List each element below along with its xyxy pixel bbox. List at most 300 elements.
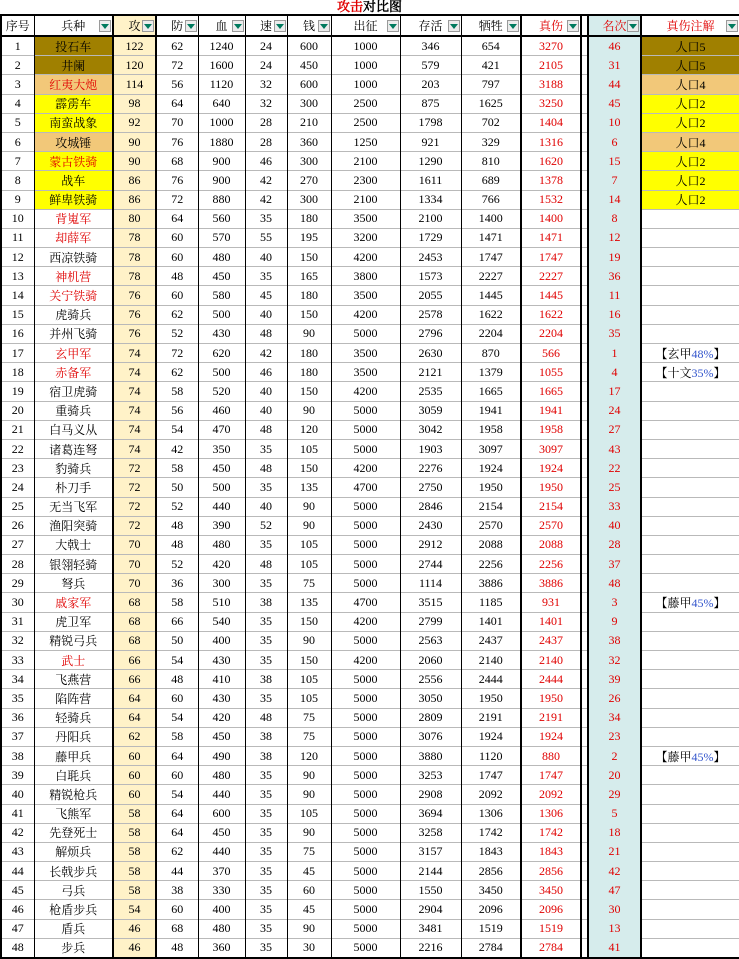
cell-dmg: 931 [521,593,581,612]
cell-name: 神机营 [34,267,113,286]
cell-out: 5000 [331,439,400,458]
cell-atk: 68 [113,612,156,631]
table-row [1,478,739,497]
col-header-dmg [521,15,581,36]
cell-rank: 12 [588,228,641,247]
cell-cost: 105 [287,804,331,823]
cell-atk: 60 [113,766,156,785]
cell-spd: 35 [245,804,287,823]
cell-gap [581,727,588,746]
cell-atk: 90 [113,132,156,151]
cell-dead: 1471 [461,228,521,247]
cell-rank: 11 [588,286,641,305]
cell-gap [581,75,588,94]
cell-hp: 430 [198,324,245,343]
table-row [1,363,739,382]
cell-hp: 900 [198,152,245,171]
cell-no: 42 [1,823,34,842]
cell-rank: 48 [588,574,641,593]
cell-hp: 350 [198,439,245,458]
cell-dead: 1185 [461,593,521,612]
cell-spd: 35 [245,766,287,785]
table-row [1,900,739,919]
cell-rank: 36 [588,267,641,286]
cell-dmg: 1401 [521,612,581,631]
table-row [1,593,739,612]
cell-name: 战车 [34,171,113,190]
cell-dmg: 3450 [521,881,581,900]
table-body [1,36,739,958]
cell-name: 豹骑兵 [34,459,113,478]
col-header-label: 真伤注解 [666,19,715,33]
cell-no: 18 [1,363,34,382]
cell-no: 32 [1,631,34,650]
cell-spd: 35 [245,535,287,554]
cell-cost: 75 [287,727,331,746]
col-header-gap [581,15,588,36]
cell-rank: 10 [588,113,641,132]
autofilter-dropdown-icon[interactable] [726,20,738,32]
cell-dead: 1747 [461,766,521,785]
cell-no: 16 [1,324,34,343]
cell-out: 5000 [331,535,400,554]
cell-out: 3500 [331,344,400,363]
cell-note [641,497,739,516]
cell-name: 朴刀手 [34,478,113,497]
cell-dead: 1445 [461,286,521,305]
cell-gap [581,36,588,56]
cell-hp: 1600 [198,56,245,75]
cell-atk: 62 [113,727,156,746]
cell-name: 诸葛连弩 [34,439,113,458]
cell-def: 48 [156,516,198,535]
cell-cost: 150 [287,612,331,631]
note-percent: 45% [691,596,714,611]
cell-hp: 1880 [198,132,245,151]
cell-name: 霹雳车 [34,94,113,113]
cell-def: 52 [156,555,198,574]
cell-dead: 3886 [461,574,521,593]
col-header-label: 速 [259,19,272,33]
cell-spd: 46 [245,363,287,382]
cell-name: 精锐枪兵 [34,785,113,804]
cell-out: 3500 [331,209,400,228]
cell-gap [581,132,588,151]
cell-dmg: 1378 [521,171,581,190]
cell-no: 5 [1,113,34,132]
cell-dmg: 3097 [521,439,581,458]
cell-rank: 3 [588,593,641,612]
cell-name: 西凉铁骑 [34,248,113,267]
cell-rank: 20 [588,766,641,785]
table-row [1,248,739,267]
cell-out: 4200 [331,382,400,401]
autofilter-dropdown-icon[interactable] [142,20,154,32]
cell-gap [581,171,588,190]
note-text: 【十文 [655,365,692,380]
cell-note: 人口2 [641,190,739,209]
cell-name: 虎骑兵 [34,305,113,324]
table-row [1,938,739,958]
cell-atk: 72 [113,478,156,497]
cell-note [641,804,739,823]
cell-out: 4200 [331,651,400,670]
cell-spd: 35 [245,267,287,286]
cell-cost: 105 [287,439,331,458]
cell-no: 37 [1,727,34,746]
cell-note [641,382,739,401]
cell-hp: 300 [198,574,245,593]
cell-atk: 70 [113,574,156,593]
autofilter-dropdown-icon[interactable] [99,20,111,32]
cell-note [641,727,739,746]
cell-no: 26 [1,516,34,535]
cell-name: 弩兵 [34,574,113,593]
autofilter-dropdown-icon[interactable] [567,20,579,32]
cell-rank: 23 [588,727,641,746]
cell-atk: 74 [113,401,156,420]
cell-note [641,766,739,785]
cell-gap [581,248,588,267]
table-row [1,75,739,94]
cell-hp: 570 [198,228,245,247]
cell-dmg: 2227 [521,267,581,286]
cell-name: 枪盾步兵 [34,900,113,919]
cell-atk: 58 [113,862,156,881]
cell-atk: 80 [113,209,156,228]
cell-cost: 195 [287,228,331,247]
cell-gap [581,708,588,727]
cell-name: 井阑 [34,56,113,75]
cell-spd: 35 [245,209,287,228]
cell-note: 人口5 [641,56,739,75]
autofilter-dropdown-icon[interactable] [318,20,330,32]
cell-cost: 450 [287,56,331,75]
cell-spd: 35 [245,881,287,900]
cell-spd: 35 [245,919,287,938]
cell-gap [581,113,588,132]
cell-atk: 86 [113,190,156,209]
cell-hp: 440 [198,497,245,516]
cell-atk: 74 [113,382,156,401]
cell-no: 35 [1,689,34,708]
cell-gap [581,516,588,535]
cell-gap [581,401,588,420]
cell-dmg: 2140 [521,651,581,670]
col-header-label: 防 [171,19,184,33]
cell-alive: 346 [400,36,461,56]
cell-spd: 52 [245,516,287,535]
cell-no: 7 [1,152,34,171]
cell-atk: 64 [113,708,156,727]
cell-spd: 35 [245,574,287,593]
cell-cost: 45 [287,900,331,919]
cell-cost: 180 [287,209,331,228]
cell-dead: 1950 [461,478,521,497]
cell-atk: 72 [113,497,156,516]
cell-alive: 3258 [400,823,461,842]
cell-spd: 35 [245,842,287,861]
col-header-label: 真伤 [538,19,563,33]
cell-hp: 480 [198,919,245,938]
cell-dead: 1625 [461,94,521,113]
table-row [1,862,739,881]
note-text: 【藤甲 [655,596,692,611]
autofilter-dropdown-icon[interactable] [387,20,399,32]
cell-note [641,631,739,650]
cell-rank: 44 [588,75,641,94]
cell-name: 关宁铁骑 [34,286,113,305]
cell-hp: 450 [198,459,245,478]
cell-spd: 42 [245,171,287,190]
cell-out: 5000 [331,420,400,439]
cell-dead: 2204 [461,324,521,343]
cell-dead: 810 [461,152,521,171]
cell-hp: 1000 [198,113,245,132]
cell-def: 48 [156,267,198,286]
cell-out: 5000 [331,708,400,727]
table-row [1,171,739,190]
table-row [1,113,739,132]
cell-note [641,516,739,535]
table-row [1,631,739,650]
cell-gap [581,900,588,919]
cell-no: 48 [1,938,34,958]
cell-no: 24 [1,478,34,497]
cell-alive: 2060 [400,651,461,670]
cell-alive: 203 [400,75,461,94]
cell-def: 62 [156,305,198,324]
cell-dead: 3450 [461,881,521,900]
cell-note: 人口4 [641,75,739,94]
cell-out: 4200 [331,305,400,324]
cell-hp: 640 [198,94,245,113]
cell-def: 60 [156,286,198,305]
cell-no: 17 [1,344,34,363]
cell-atk: 68 [113,593,156,612]
cell-dead: 1742 [461,823,521,842]
cell-dmg: 1958 [521,420,581,439]
cell-spd: 40 [245,305,287,324]
cell-atk: 74 [113,439,156,458]
cell-name: 蒙古铁骑 [34,152,113,171]
cell-out: 2100 [331,152,400,171]
cell-dead: 1622 [461,305,521,324]
cell-spd: 35 [245,478,287,497]
cell-spd: 32 [245,94,287,113]
cell-hp: 510 [198,593,245,612]
cell-cost: 300 [287,152,331,171]
autofilter-dropdown-icon[interactable] [232,20,244,32]
cell-out: 2300 [331,171,400,190]
cell-rank: 19 [588,248,641,267]
cell-hp: 440 [198,842,245,861]
cell-out: 2500 [331,94,400,113]
cell-spd: 42 [245,344,287,363]
cell-rank: 31 [588,56,641,75]
table-row [1,727,739,746]
cell-alive: 2630 [400,344,461,363]
table-row [1,689,739,708]
cell-cost: 90 [287,516,331,535]
cell-atk: 120 [113,56,156,75]
cell-def: 42 [156,439,198,458]
table-row [1,324,739,343]
cell-note [641,267,739,286]
autofilter-dropdown-icon[interactable] [627,20,639,32]
cell-rank: 8 [588,209,641,228]
cell-gap [581,612,588,631]
cell-dead: 689 [461,171,521,190]
cell-note [641,324,739,343]
cell-out: 5000 [331,842,400,861]
cell-dead: 1400 [461,209,521,228]
cell-alive: 2144 [400,862,461,881]
header-row [1,15,739,36]
cell-atk: 72 [113,516,156,535]
table-row [1,382,739,401]
cell-note [641,689,739,708]
cell-alive: 1114 [400,574,461,593]
table-row [1,574,739,593]
cell-rank: 24 [588,401,641,420]
cell-dmg: 3270 [521,36,581,56]
cell-note: 人口4 [641,132,739,151]
cell-note [641,209,739,228]
cell-gap [581,305,588,324]
cell-hp: 500 [198,363,245,382]
cell-alive: 1729 [400,228,461,247]
cell-gap [581,862,588,881]
cell-rank: 29 [588,785,641,804]
cell-gap [581,535,588,554]
cell-out: 5000 [331,881,400,900]
cell-cost: 180 [287,286,331,305]
cell-def: 44 [156,862,198,881]
cell-out: 4200 [331,248,400,267]
cell-no: 47 [1,919,34,938]
cell-no: 6 [1,132,34,151]
cell-spd: 38 [245,670,287,689]
cell-rank: 40 [588,516,641,535]
cell-note [641,842,739,861]
cell-dmg: 1941 [521,401,581,420]
cell-gap [581,574,588,593]
cell-def: 52 [156,324,198,343]
cell-cost: 75 [287,708,331,727]
autofilter-dropdown-icon[interactable] [274,20,286,32]
cell-no: 39 [1,766,34,785]
cell-alive: 2904 [400,900,461,919]
cell-rank: 4 [588,363,641,382]
cell-cost: 105 [287,535,331,554]
cell-dead: 702 [461,113,521,132]
cell-rank: 32 [588,651,641,670]
cell-gap [581,439,588,458]
cell-no: 11 [1,228,34,247]
cell-name: 渔阳突骑 [34,516,113,535]
cell-note [641,535,739,554]
cell-hp: 500 [198,305,245,324]
cell-spd: 35 [245,651,287,670]
autofilter-dropdown-icon[interactable] [448,20,460,32]
cell-dmg: 1747 [521,766,581,785]
cell-alive: 2556 [400,670,461,689]
cell-name: 丹阳兵 [34,727,113,746]
cell-no: 23 [1,459,34,478]
cell-dmg: 1924 [521,459,581,478]
cell-name: 先登死士 [34,823,113,842]
cell-def: 60 [156,248,198,267]
cell-hp: 370 [198,862,245,881]
cell-no: 15 [1,305,34,324]
autofilter-dropdown-icon[interactable] [185,20,197,32]
cell-dmg: 3886 [521,574,581,593]
table-row [1,842,739,861]
cell-out: 5000 [331,766,400,785]
cell-out: 1000 [331,56,400,75]
cell-def: 64 [156,804,198,823]
cell-spd: 48 [245,324,287,343]
table-row [1,746,739,765]
cell-no: 43 [1,842,34,861]
cell-hp: 420 [198,708,245,727]
cell-note [641,746,739,765]
cell-dmg: 2191 [521,708,581,727]
table-row [1,555,739,574]
cell-rank: 13 [588,919,641,938]
col-header-label: 钱 [302,19,315,33]
cell-alive: 2799 [400,612,461,631]
cell-spd: 28 [245,113,287,132]
table-row [1,708,739,727]
cell-alive: 2578 [400,305,461,324]
cell-cost: 150 [287,248,331,267]
cell-dead: 1401 [461,612,521,631]
note-percent: 35% [691,365,714,380]
cell-no: 10 [1,209,34,228]
cell-atk: 60 [113,785,156,804]
cell-gap [581,152,588,171]
unit-stats-table [0,14,739,959]
cell-dmg: 1620 [521,152,581,171]
cell-def: 60 [156,900,198,919]
cell-name: 精锐弓兵 [34,631,113,650]
note-text: 【藤甲 [655,749,692,764]
cell-hp: 520 [198,382,245,401]
cell-name: 解烦兵 [34,842,113,861]
cell-hp: 330 [198,881,245,900]
cell-def: 56 [156,75,198,94]
cell-rank: 35 [588,324,641,343]
cell-note [641,919,739,938]
cell-hp: 390 [198,516,245,535]
autofilter-dropdown-icon[interactable] [507,20,519,32]
cell-dead: 797 [461,75,521,94]
cell-atk: 66 [113,670,156,689]
cell-alive: 2908 [400,785,461,804]
cell-def: 54 [156,651,198,670]
cell-rank: 26 [588,689,641,708]
cell-spd: 35 [245,785,287,804]
cell-cost: 90 [287,401,331,420]
cell-name: 鲜卑铁骑 [34,190,113,209]
cell-no: 27 [1,535,34,554]
cell-gap [581,228,588,247]
cell-dead: 2092 [461,785,521,804]
cell-alive: 1550 [400,881,461,900]
table-row [1,670,739,689]
